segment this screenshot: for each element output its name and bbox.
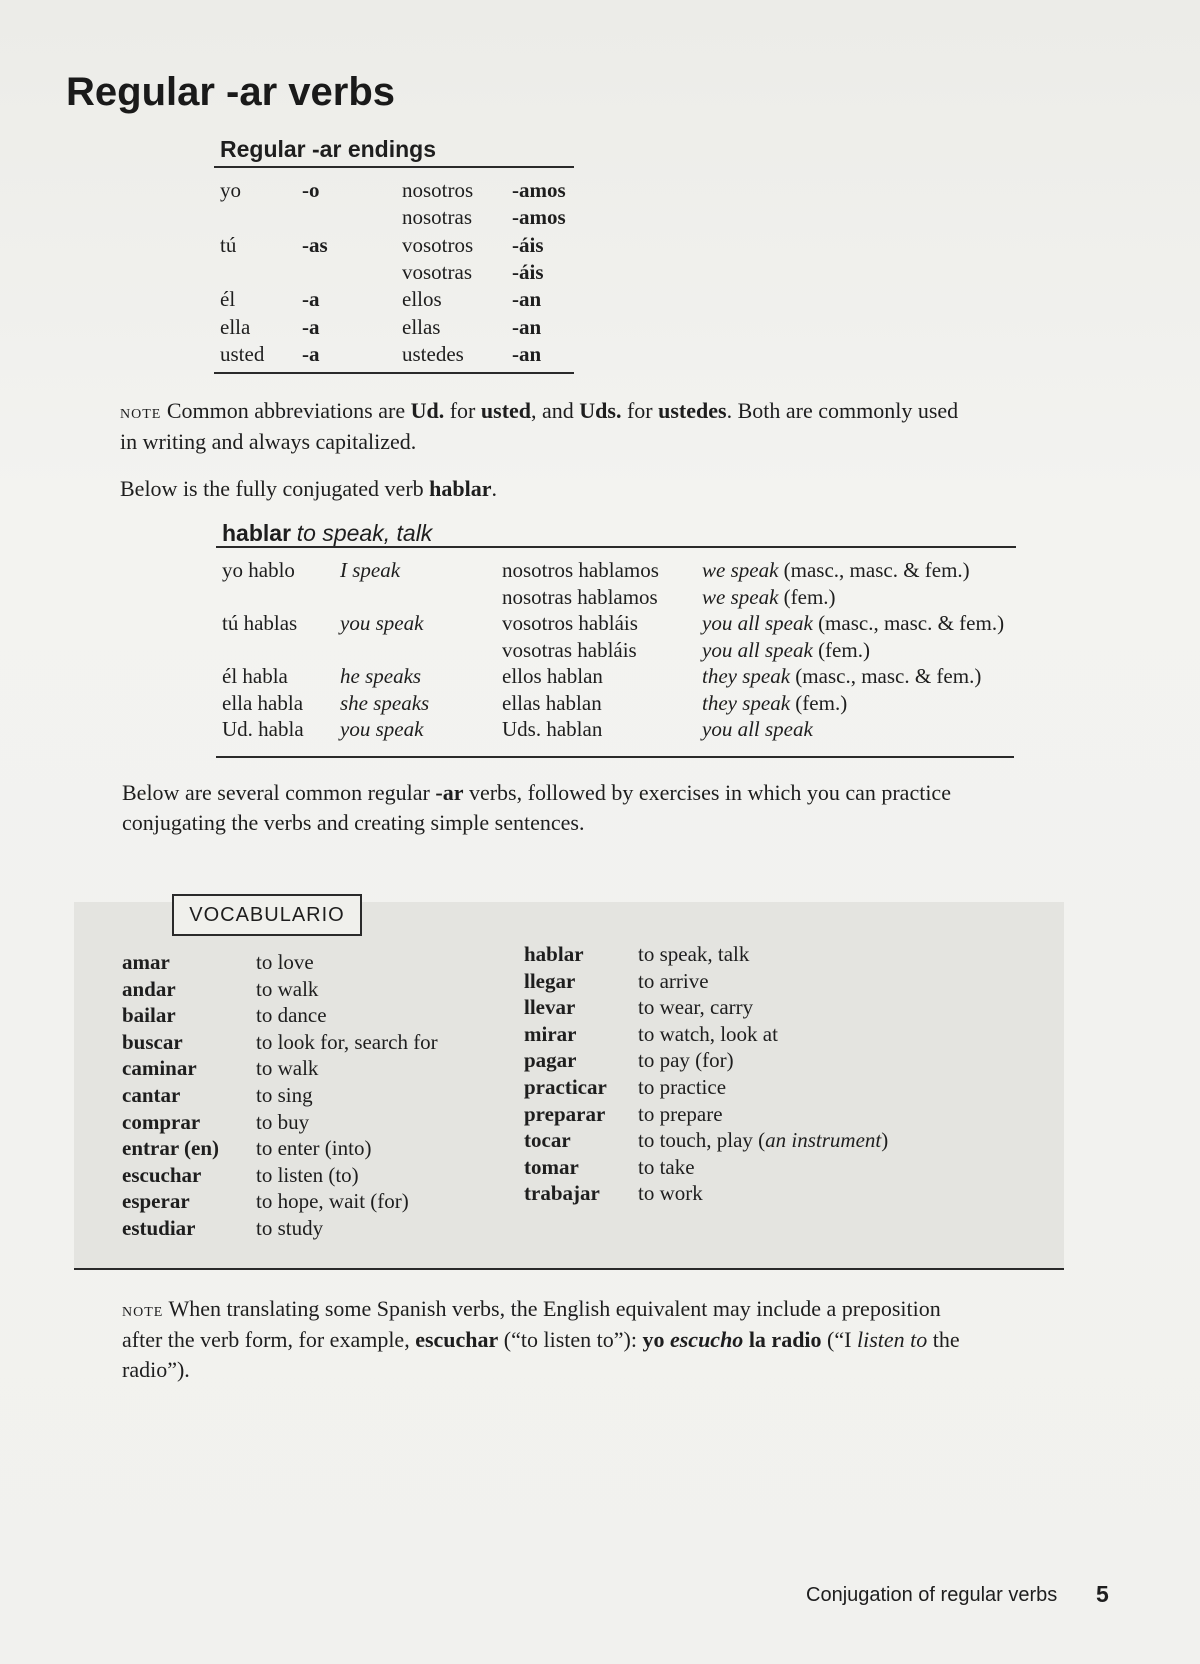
vocab-spanish: cantar	[122, 1083, 181, 1107]
hablar-plural-meaning-text: we speak	[702, 585, 779, 609]
hablar-top-rule	[216, 546, 1016, 548]
hablar-plural-form: nosotras hablamos	[502, 585, 658, 609]
hablar-plural-form: vosotras habláis	[502, 638, 637, 662]
endings-ending: -o	[302, 178, 320, 202]
note-text: radio”).	[122, 1357, 190, 1382]
hablar-plural-note: (fem.)	[790, 691, 848, 715]
vocab-spanish: caminar	[122, 1056, 197, 1080]
note-bold: Ud.	[410, 398, 445, 423]
vocab-english: to hope, wait (for)	[256, 1189, 409, 1213]
vocab-english-text: to wear, carry	[638, 995, 754, 1019]
hablar-singular-form: tú hablas	[222, 611, 298, 635]
vocab-intro-text: conjugating the verbs and creating simple sentences.	[122, 810, 585, 835]
hablar-plural-form: vosotros habláis	[502, 611, 638, 635]
vocab-spanish: amar	[122, 950, 170, 974]
vocab-spanish: hablar	[524, 942, 584, 966]
hablar-singular-meaning: he speaks	[340, 664, 422, 688]
note-bold: ustedes	[658, 398, 727, 423]
vocab-english-text: to work	[638, 1181, 703, 1205]
vocab-intro-bold: -ar	[435, 780, 464, 805]
vocab-spanish: preparar	[524, 1102, 606, 1126]
vocab-english	[638, 969, 709, 994]
vocab-english	[638, 1022, 778, 1047]
intro-end: .	[491, 476, 498, 501]
note-text: , and	[531, 398, 580, 423]
vocab-intro	[122, 778, 1072, 838]
endings-ending: -a	[302, 342, 320, 366]
vocab-english: to study	[256, 1216, 324, 1240]
vocab-english-italic: an instrument	[765, 1128, 882, 1152]
endings-plural-ending: -an	[512, 315, 542, 339]
endings-pronoun: usted	[220, 342, 265, 366]
vocab-spanish: bailar	[122, 1003, 176, 1027]
hablar-singular-form: Ud. habla	[222, 717, 304, 741]
vocab-english	[638, 995, 753, 1020]
vocab-spanish: practicar	[524, 1075, 607, 1099]
vocabulario-label: VOCABULARIO	[172, 894, 362, 936]
vocab-spanish: andar	[122, 977, 176, 1001]
endings-ending: -a	[302, 287, 320, 311]
note-text: . Both are commonly used	[726, 398, 959, 423]
hablar-plural-note: (masc., masc. & fem.)	[778, 558, 970, 582]
vocab-spanish: estudiar	[122, 1216, 196, 1240]
vocab-spanish: mirar	[524, 1022, 577, 1046]
vocab-spanish: entrar (en)	[122, 1136, 219, 1160]
hablar-singular-meaning: she speaks	[340, 691, 430, 715]
vocab-english: to love	[256, 950, 314, 974]
hablar-plural-meaning-text: you all speak	[702, 717, 813, 741]
endings-ending: -as	[302, 233, 328, 257]
note-text: for	[621, 398, 659, 423]
hablar-table-title	[222, 520, 432, 547]
vocab-english-text: to touch, play (	[638, 1128, 766, 1152]
hablar-plural-note: (masc., masc. & fem.)	[790, 664, 982, 688]
vocab-intro-text: verbs, followed by exercises in which you can practice	[463, 780, 951, 805]
page-title: Regular -ar verbs	[66, 70, 396, 114]
hablar-plural-form: Uds. hablan	[502, 717, 603, 741]
vocab-intro-text: Below are several common regular	[122, 780, 436, 805]
hablar-plural-meaning	[702, 611, 1004, 636]
intro-text: Below is the fully conjugated verb	[120, 476, 430, 501]
hablar-bottom-rule	[216, 756, 1014, 758]
note-bold: Uds.	[579, 398, 622, 423]
vocab-english	[638, 1075, 726, 1100]
endings-plural-pronoun: vosotras	[402, 260, 472, 284]
hablar-plural-note: (fem.)	[812, 638, 870, 662]
vocab-spanish: escuchar	[122, 1163, 202, 1187]
vocab-english	[638, 1155, 695, 1180]
hablar-plural-meaning-text: they speak	[702, 691, 791, 715]
vocab-spanish: tomar	[524, 1155, 579, 1179]
endings-plural-pronoun: ellas	[402, 315, 441, 339]
vocab-english-text: to watch, look at	[638, 1022, 778, 1046]
footer-section-title: Conjugation of regular verbs	[806, 1584, 1058, 1606]
intro-sentence	[120, 474, 497, 504]
endings-plural-ending: -amos	[512, 178, 566, 202]
endings-ending: -a	[302, 315, 320, 339]
hablar-plural-meaning	[702, 664, 981, 689]
hablar-plural-meaning	[702, 691, 847, 716]
endings-plural-pronoun: vosotros	[402, 233, 474, 257]
hablar-meaning: to speak, talk	[296, 520, 433, 546]
note-text: When translating some Spanish verbs, the English equivalent may include a preposition	[168, 1296, 941, 1321]
vocab-english-text: to arrive	[638, 969, 709, 993]
hablar-plural-meaning-text: we speak	[702, 558, 779, 582]
vocab-spanish: pagar	[524, 1048, 577, 1072]
vocab-english-text: to pay (for)	[638, 1048, 734, 1072]
endings-plural-pronoun: nosotros	[402, 178, 474, 202]
note-text: Common abbreviations are	[166, 398, 411, 423]
note-text: (“to listen to”):	[498, 1327, 643, 1352]
endings-plural-pronoun: ustedes	[402, 342, 464, 366]
vocab-spanish: tocar	[524, 1128, 571, 1152]
vocab-english: to listen (to)	[256, 1163, 359, 1187]
hablar-plural-note: (fem.)	[778, 585, 836, 609]
vocab-english	[638, 1048, 734, 1073]
note-tag: note	[120, 401, 162, 423]
vocab-english: to look for, search for	[256, 1030, 438, 1054]
endings-table-title: Regular -ar endings	[220, 136, 436, 162]
note-bold: la radio	[743, 1327, 822, 1352]
vocab-english	[638, 942, 749, 967]
hablar-plural-note: (masc., masc. & fem.)	[812, 611, 1005, 635]
endings-pronoun: ella	[220, 315, 251, 339]
note-bold: escuchar	[415, 1327, 499, 1352]
note-text: after the verb form, for example,	[122, 1327, 416, 1352]
intro-verb: hablar	[429, 476, 492, 501]
note-bold-italic: escucho	[669, 1327, 744, 1352]
vocab-english-text: to practice	[638, 1075, 727, 1099]
endings-plural-pronoun: nosotras	[402, 205, 472, 229]
endings-pronoun: yo	[220, 178, 241, 202]
endings-plural-ending: -áis	[512, 260, 544, 284]
vocab-english-text: to prepare	[638, 1102, 723, 1126]
vocab-english: to buy	[256, 1110, 310, 1134]
vocab-spanish: comprar	[122, 1110, 201, 1134]
vocab-english: to sing	[256, 1083, 313, 1107]
endings-pronoun: tú	[220, 233, 237, 257]
hablar-plural-meaning	[702, 558, 970, 583]
vocab-spanish: llegar	[524, 969, 576, 993]
endings-bottom-rule	[214, 372, 574, 374]
vocab-spanish: llevar	[524, 995, 576, 1019]
vocab-english	[638, 1102, 723, 1127]
hablar-verb: hablar	[222, 520, 292, 546]
page-number: 5	[1096, 1581, 1109, 1607]
hablar-plural-meaning-text: you all speak	[702, 638, 813, 662]
hablar-singular-form: yo hablo	[222, 558, 295, 582]
note-abbreviations	[120, 396, 1080, 457]
endings-plural-pronoun: ellos	[402, 287, 442, 311]
endings-plural-ending: -áis	[512, 233, 544, 257]
note-text: (“I	[821, 1327, 857, 1352]
vocab-english	[638, 1128, 888, 1153]
hablar-plural-meaning	[702, 585, 836, 610]
hablar-singular-meaning: you speak	[340, 717, 424, 741]
note-text: the	[927, 1327, 960, 1352]
vocab-english-text: to speak, talk	[638, 942, 750, 966]
note-text: for	[444, 398, 481, 423]
note-text: in writing and always capitalized.	[120, 429, 417, 454]
note-prepositions	[122, 1294, 1072, 1385]
endings-plural-ending: -an	[512, 287, 542, 311]
vocab-spanish: esperar	[122, 1189, 190, 1213]
hablar-plural-form: ellas hablan	[502, 691, 602, 715]
hablar-singular-meaning: I speak	[340, 558, 401, 582]
vocab-english: to walk	[256, 977, 319, 1001]
hablar-singular-meaning: you speak	[340, 611, 424, 635]
vocab-spanish: trabajar	[524, 1181, 600, 1205]
vocab-english: to enter (into)	[256, 1136, 372, 1160]
note-tag: note	[122, 1299, 164, 1321]
vocab-english: to dance	[256, 1003, 327, 1027]
note-italic: listen to	[856, 1327, 928, 1352]
vocab-english-end: )	[881, 1128, 889, 1152]
vocab-english-text: to take	[638, 1155, 695, 1179]
note-bold: usted	[480, 398, 532, 423]
hablar-plural-form: nosotros hablamos	[502, 558, 659, 582]
vocab-spanish: buscar	[122, 1030, 183, 1054]
hablar-plural-meaning-text: you all speak	[702, 611, 813, 635]
endings-plural-ending: -amos	[512, 205, 566, 229]
endings-pronoun: él	[220, 287, 236, 311]
hablar-plural-meaning-text: they speak	[702, 664, 791, 688]
hablar-plural-form: ellos hablan	[502, 664, 603, 688]
hablar-singular-form: él habla	[222, 664, 288, 688]
hablar-plural-meaning	[702, 717, 813, 742]
vocab-english	[638, 1181, 703, 1206]
vocab-english: to walk	[256, 1056, 319, 1080]
vocab-bottom-rule	[74, 1268, 1064, 1270]
endings-top-rule	[214, 166, 574, 168]
hablar-singular-form: ella habla	[222, 691, 304, 715]
endings-plural-ending: -an	[512, 342, 542, 366]
note-bold: yo	[642, 1327, 670, 1352]
hablar-plural-meaning	[702, 638, 870, 663]
